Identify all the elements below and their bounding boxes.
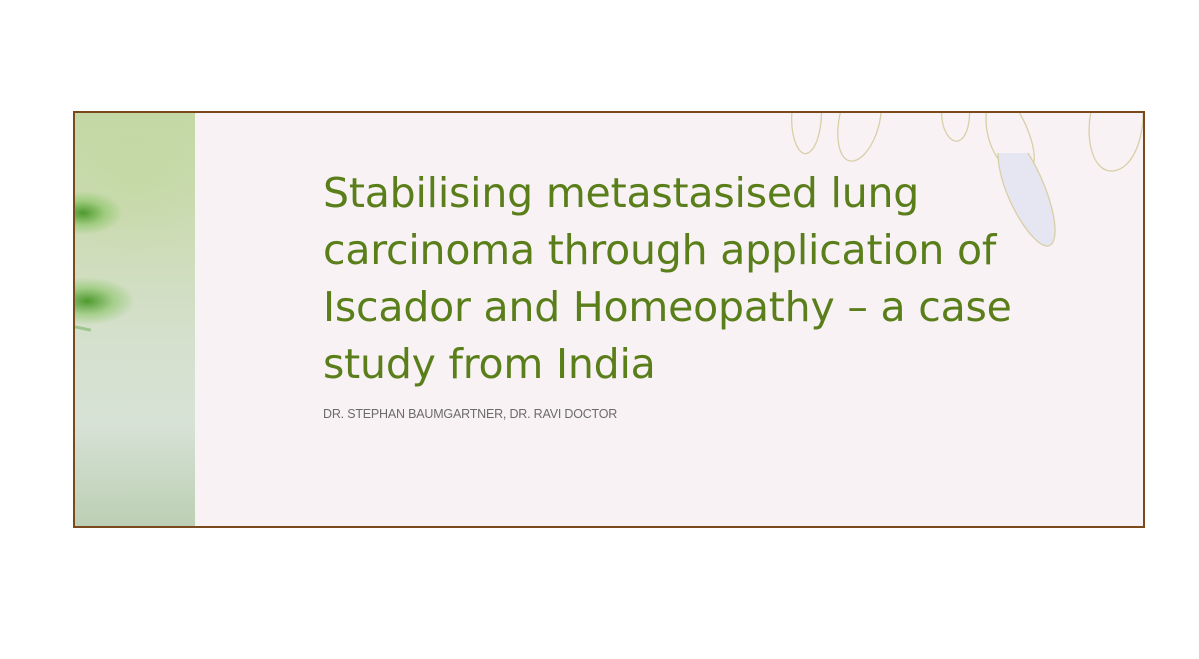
stem-detail (75, 325, 91, 331)
slide-title: Stabilising metastasised lung carcinoma through application of Iscador and Homeopathy – a case study from India (323, 169, 1012, 388)
slide-authors: DR. STEPHAN BAUMGARTNER, DR. RAVI DOCTOR (323, 407, 618, 421)
slide-card (73, 111, 1145, 528)
mistletoe-photo (75, 113, 195, 526)
title-block (323, 165, 1043, 421)
